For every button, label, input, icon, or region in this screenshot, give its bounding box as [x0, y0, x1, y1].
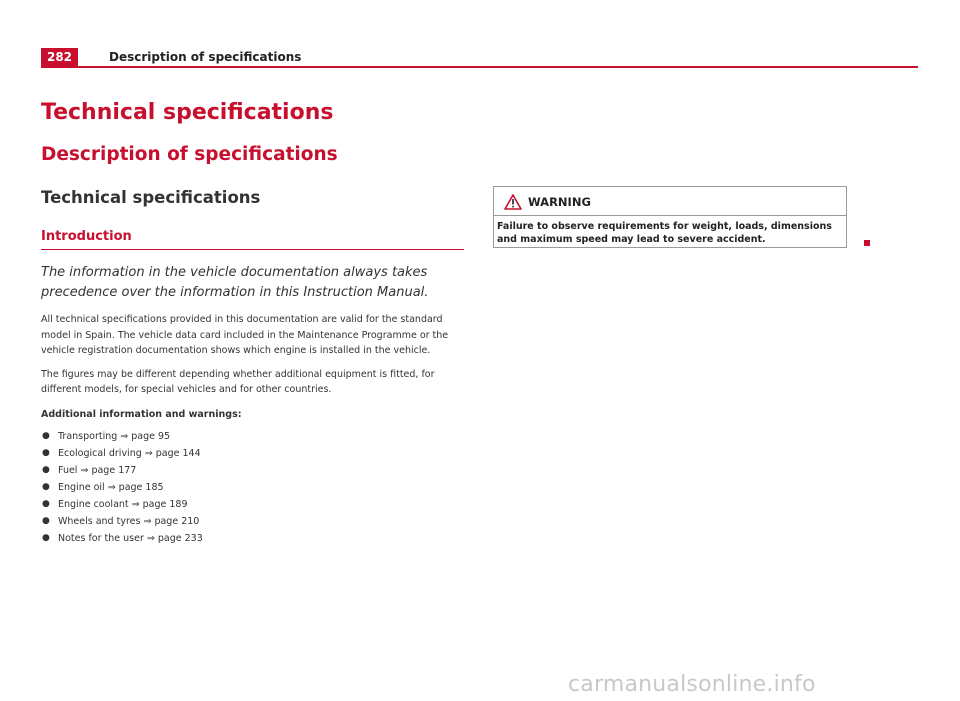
introduction-heading: Introduction	[41, 228, 464, 250]
warning-title: WARNING	[528, 195, 591, 209]
page-header	[41, 48, 918, 67]
page-number: 282	[41, 48, 78, 67]
reference-link[interactable]: Transporting ⇒ page 95	[58, 430, 171, 442]
section-title: Description of specifications	[41, 144, 338, 165]
reference-link[interactable]: Fuel ⇒ page 177	[58, 464, 137, 476]
bullet-icon: ●	[42, 430, 50, 441]
bullet-icon: ●	[42, 481, 50, 492]
reference-link[interactable]: Engine coolant ⇒ page 189	[58, 498, 188, 510]
header-title: Description of specifications	[109, 50, 302, 64]
header-rule	[41, 66, 918, 68]
watermark: carmanualsonline.info	[568, 672, 816, 697]
bullet-icon: ●	[42, 498, 50, 509]
warning-header	[494, 187, 846, 216]
bullet-icon: ●	[42, 464, 50, 475]
warning-text: Failure to observe requirements for weight, loads, dimensions and maximum speed may lead to severe accident.	[497, 221, 832, 245]
subsection-title: Technical specifications	[41, 188, 261, 207]
reference-link[interactable]: Wheels and tyres ⇒ page 210	[58, 515, 200, 527]
paragraph-validity: All technical specifications provided in this documentation are valid for the standard model in Spain. The vehicle data card included in the Maintenance Programme or the vehicle registration documentation shows which engine is installed in the vehicle.	[41, 314, 449, 356]
list-item	[41, 445, 464, 462]
list-item	[41, 428, 464, 445]
warning-box	[493, 186, 847, 248]
reference-link[interactable]: Notes for the user ⇒ page 233	[58, 532, 203, 544]
warning-triangle-icon	[504, 194, 522, 210]
bullet-icon: ●	[42, 515, 50, 526]
list-item	[41, 530, 464, 547]
reference-list	[41, 428, 464, 547]
chapter-title: Technical specifications	[41, 100, 334, 125]
bullet-icon: ●	[42, 532, 50, 543]
bullet-icon: ●	[42, 447, 50, 458]
list-item	[41, 496, 464, 513]
additional-info-label: Additional information and warnings:	[41, 408, 242, 420]
introduction-section	[41, 228, 464, 547]
paragraph-variations: The figures may be different depending whether additional equipment is fitted, for different models, for special vehicles and for other countries.	[41, 368, 435, 395]
reference-link[interactable]: Ecological driving ⇒ page 144	[58, 447, 201, 459]
intro-text: The information in the vehicle documentation always takes precedence over the information in this Instruction Manual.	[41, 265, 429, 300]
list-item	[41, 462, 464, 479]
list-item	[41, 513, 464, 530]
section-end-marker	[864, 240, 870, 246]
reference-link[interactable]: Engine oil ⇒ page 185	[58, 481, 164, 493]
list-item	[41, 479, 464, 496]
